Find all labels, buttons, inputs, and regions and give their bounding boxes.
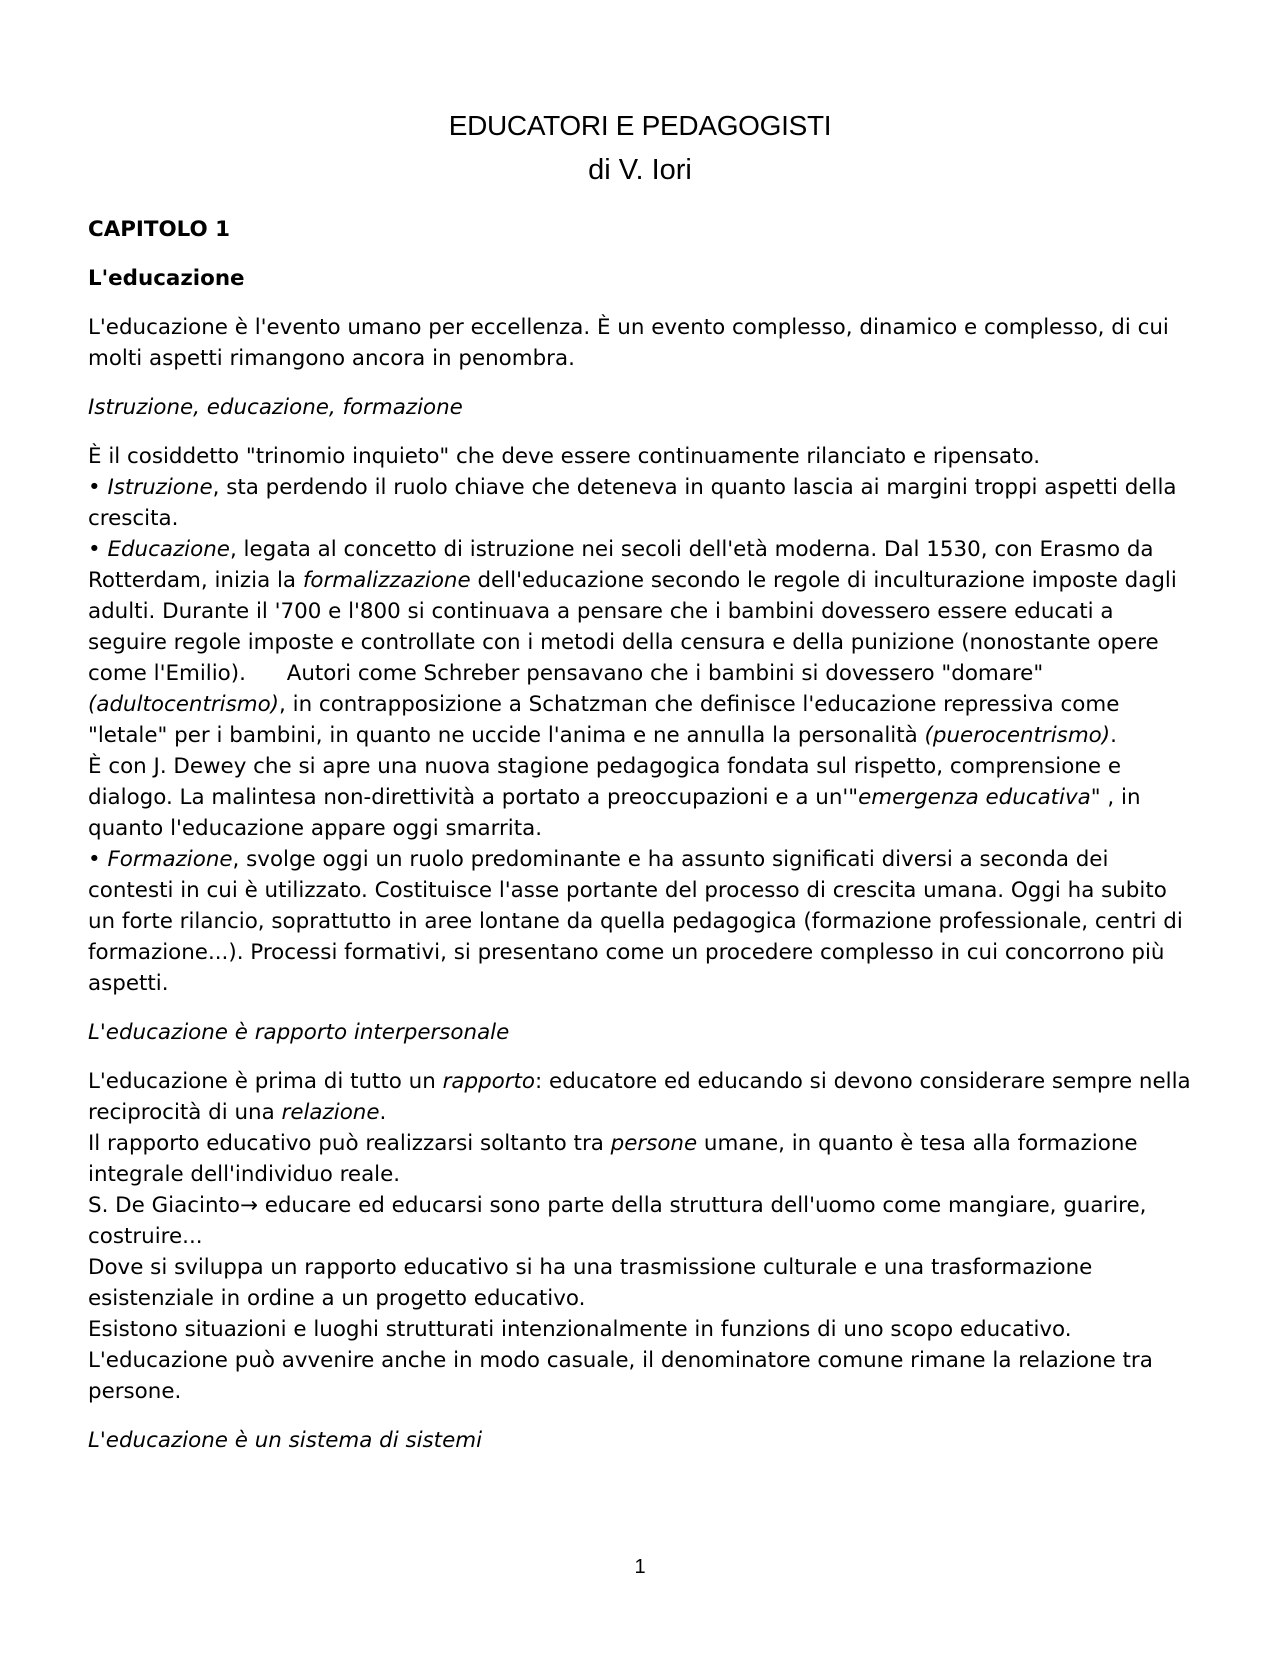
bullet-educazione bbox=[88, 534, 1194, 751]
educazione-text-a: , legata al concetto di istruzione nei secoli dell'età moderna. Dal 1530, con Erasmo da Rotterdam, inizia la bbox=[88, 537, 1154, 593]
term-relazione: relazione bbox=[281, 1100, 380, 1125]
term-formalizzazione: formalizzazione bbox=[302, 568, 471, 593]
rapporto-p6: L'educazione può avvenire anche in modo casuale, il denominatore comune rimane la relazione tra persone. bbox=[88, 1348, 1153, 1404]
rapporto-p4: Dove si sviluppa un rapporto educativo si ha una trasmissione culturale e una trasformazione esistenziale in ordine a un progetto educativo. bbox=[88, 1255, 1093, 1311]
term-puerocentrismo: (puerocentrismo) bbox=[924, 723, 1111, 748]
document-body bbox=[88, 214, 1194, 1474]
document-header bbox=[0, 104, 1280, 192]
term-istruzione: Istruzione bbox=[107, 475, 213, 500]
rapporto-p2-a: Il rapporto educativo può realizzarsi soltanto tra bbox=[88, 1131, 611, 1156]
formazione-text: , svolge oggi un ruolo predominante e ha assunto significati diversi a seconda dei contesti in cui è utilizzato. Costituisce l'asse portante del processo di crescita umana. Oggi ha subito un forte rilancio, soprattutto in aree lontane da quella pedagogica (formazione professionale, centri di formazione...). Processi formativi, si presentano come un procedere complesso in cui concorrono più aspetti. bbox=[88, 847, 1183, 996]
term-adultocentrismo: (adultocentrismo) bbox=[88, 692, 280, 717]
bullet-mark: • bbox=[88, 475, 101, 500]
section-1-body bbox=[88, 441, 1194, 999]
rapporto-p1-c: . bbox=[379, 1100, 387, 1125]
trinomio-lead: È il cosiddetto "trinomio inquieto" che deve essere continuamente rilanciato e ripensato. bbox=[88, 444, 1040, 469]
istruzione-text: , sta perdendo il ruolo chiave che deteneva in quanto lascia ai margini troppi aspetti della crescita. bbox=[88, 475, 1177, 531]
rapporto-p2 bbox=[88, 1128, 1194, 1190]
bullet-mark: • bbox=[88, 847, 101, 872]
section-2-body bbox=[88, 1066, 1194, 1407]
rapporto-p1-b: : educatore ed educando si devono considerare sempre nella reciprocità di una bbox=[88, 1069, 1191, 1125]
dewey-text-b: " , in quanto l'educazione appare oggi smarrita. bbox=[88, 785, 1141, 841]
page-number: 1 bbox=[634, 1556, 646, 1578]
term-educazione: Educazione bbox=[107, 537, 230, 562]
rapporto-p1 bbox=[88, 1066, 1194, 1128]
rapporto-p3: S. De Giacinto→ educare ed educarsi sono parte della struttura dell'uomo come mangiare, guarire, costruire... bbox=[88, 1193, 1147, 1249]
bullet-istruzione bbox=[88, 472, 1194, 534]
rapporto-p1-a: L'educazione è prima di tutto un bbox=[88, 1069, 443, 1094]
bullet-formazione bbox=[88, 844, 1194, 999]
section-title-sistema: L'educazione è un sistema di sistemi bbox=[88, 1428, 483, 1453]
term-emergenza-educativa: emergenza educativa bbox=[858, 785, 1091, 810]
educazione-text-c: Autori come Schreber pensavano che i bambini si dovessero "domare" bbox=[286, 661, 1044, 686]
document-author: di V. Iori bbox=[588, 154, 692, 186]
dewey-text-a: È con J. Dewey che si apre una nuova stagione pedagogica fondata sul rispetto, comprensione e dialogo. La malintesa non-direttività a portato a preoccupazioni e a un'" bbox=[88, 754, 1121, 810]
term-rapporto: rapporto bbox=[442, 1069, 536, 1094]
term-persone: persone bbox=[610, 1131, 698, 1156]
section-title-istruzione: Istruzione, educazione, formazione bbox=[88, 395, 463, 420]
educazione-text-d: , in contrapposizione a Schatzman che definisce l'educazione repressiva come "letale" per i bambini, in quanto ne uccide l'anima e ne annulla la personalità bbox=[88, 692, 1120, 748]
chapter-label: CAPITOLO 1 bbox=[88, 217, 231, 242]
chapter-intro: L'educazione è l'evento umano per eccellenza. È un evento complesso, dinamico e complesso, di cui molti aspetti rimangono ancora in penombra. bbox=[88, 315, 1169, 371]
section-title-rapporto: L'educazione è rapporto interpersonale bbox=[88, 1020, 510, 1045]
bullet-mark: • bbox=[88, 537, 101, 562]
document-title: EDUCATORI E PEDAGOGISTI bbox=[448, 110, 832, 141]
rapporto-p5: Esistono situazioni e luoghi strutturati intenzionalmente in funzions di uno scopo educativo. bbox=[88, 1317, 1072, 1342]
dewey-paragraph bbox=[88, 751, 1194, 844]
term-formazione: Formazione bbox=[107, 847, 233, 872]
rapporto-p2-b: umane, in quanto è tesa alla formazione integrale dell'individuo reale. bbox=[88, 1131, 1138, 1187]
educazione-text-e: . bbox=[1110, 723, 1117, 748]
educazione-text-b: dell'educazione secondo le regole di inculturazione imposte dagli adulti. Durante il '700 e l'800 si continuava a pensare che i bambini dovessero essere educati a seguire regole imposte e controllate con i metodi della censura e della punizione (nonostante opere come l'Emilio). bbox=[88, 568, 1177, 686]
chapter-heading: L'educazione bbox=[88, 266, 245, 291]
